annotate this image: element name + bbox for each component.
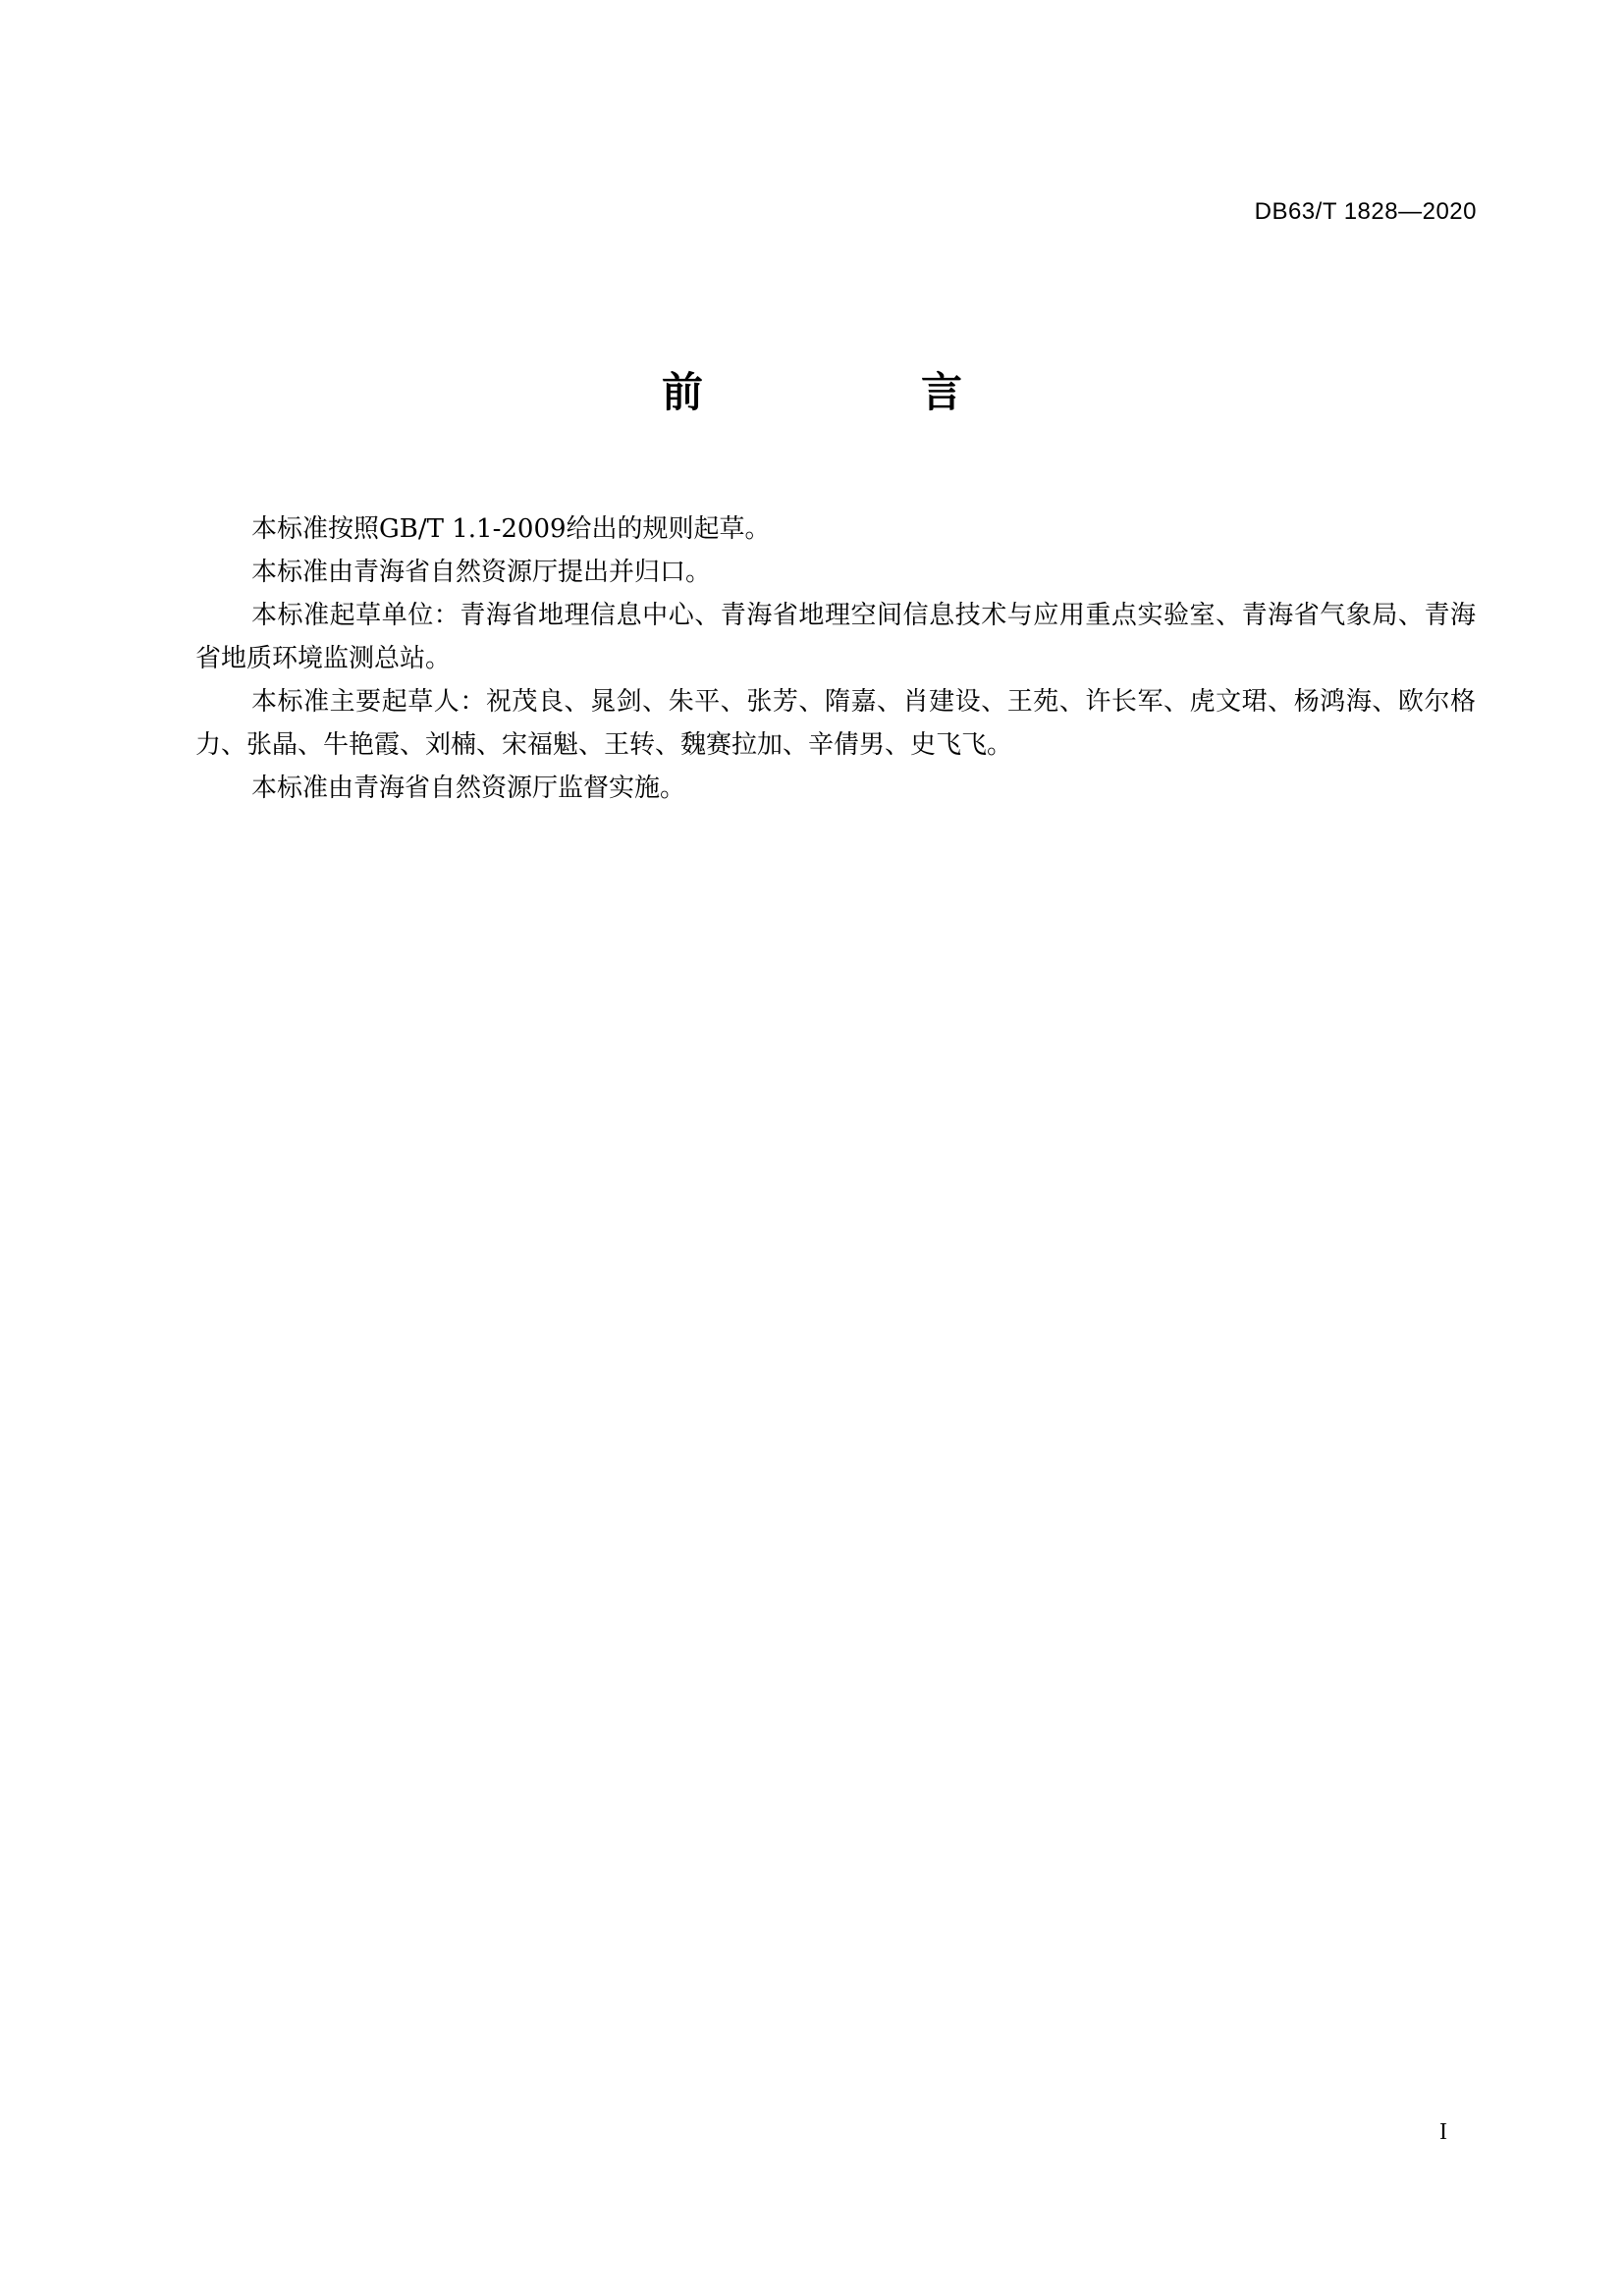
page-number: I — [1439, 2119, 1447, 2145]
paragraph-supervision: 本标准由青海省自然资源厅监督实施。 — [251, 774, 686, 803]
paragraph-proposer: 本标准由青海省自然资源厅提出并归口。 — [251, 558, 712, 587]
foreword-body — [195, 507, 1476, 810]
paragraph-drafters: 本标准主要起草人：祝茂良、晁剑、朱平、张芳、隋嘉、肖建设、王苑、许长军、虎文珺、杨鸿海、欧尔格力、张晶、牛艳霞、刘楠、宋福魁、王转、魏赛拉加、辛倩男、史飞飞。 — [195, 687, 1476, 760]
paragraph-drafting-rules: 本标准按照GB/T 1.1-2009给出的规则起草。 — [251, 514, 771, 544]
page-title: 前 言 — [661, 368, 1051, 416]
paragraph-drafting-units: 本标准起草单位：青海省地理信息中心、青海省地理空间信息技术与应用重点实验室、青海省气象局、青海省地质环境监测总站。 — [195, 601, 1476, 673]
document-code: DB63/T 1828—2020 — [1254, 198, 1477, 225]
